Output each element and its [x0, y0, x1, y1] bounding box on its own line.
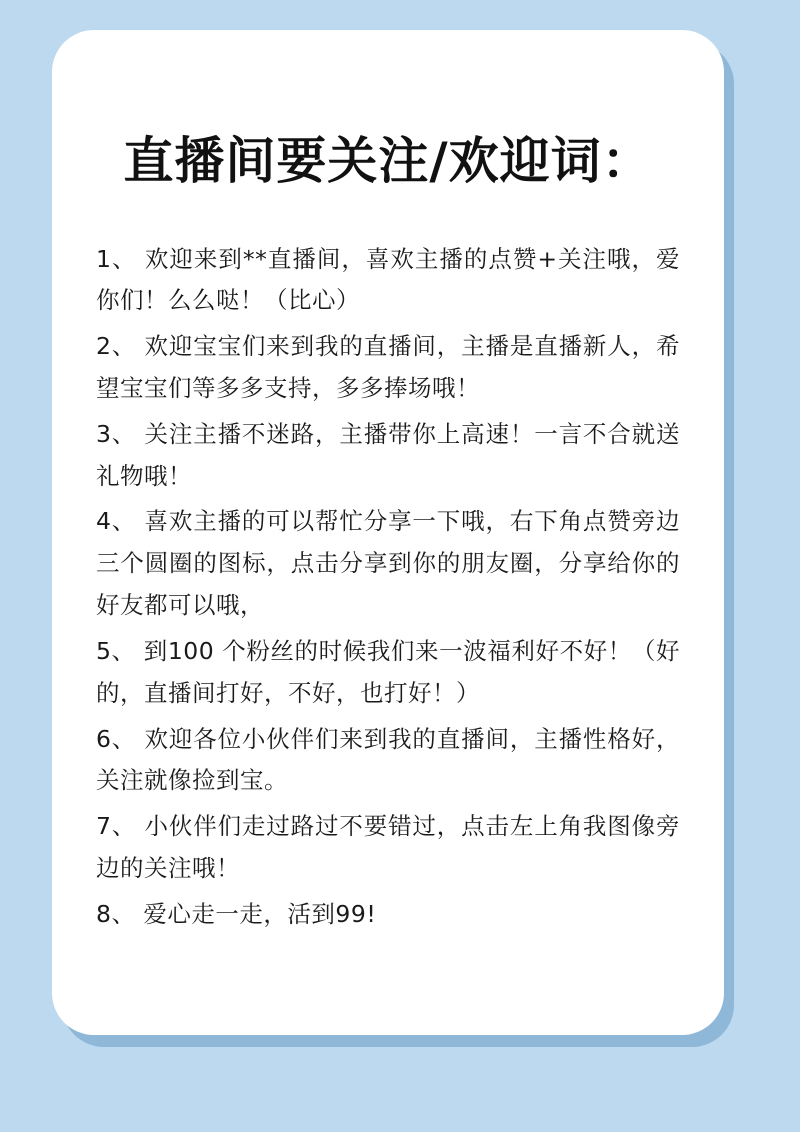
list-item: 5、 到100 个粉丝的时候我们来一波福利好不好！（好的，直播间打好，不好，也打好！）: [96, 636, 680, 707]
content-card: [52, 30, 724, 1035]
list-item: 4、 喜欢主播的可以帮忙分享一下哦，右下角点赞旁边三个圆圈的图标，点击分享到你的朋友圈，分享给你的好友都可以哦，: [96, 507, 680, 620]
list-item: 1、 欢迎来到**直播间，喜欢主播的点赞+关注哦，爱你们！么么哒！（比心）: [96, 244, 680, 315]
list-item: 7、 小伙伴们走过路过不要错过，点击左上角我图像旁边的关注哦！: [96, 812, 680, 883]
list-item: 6、 欢迎各位小伙伴们来到我的直播间，主播性格好，关注就像捡到宝。: [96, 724, 680, 795]
welcome-phrase-list: [96, 239, 680, 936]
list-item: 8、 爱心走一走，活到99!: [96, 899, 377, 928]
list-item: 3、 关注主播不迷路，主播带你上高速！一言不合就送礼物哦！: [96, 419, 680, 490]
page-title: 直播间要关注/欢迎词：: [123, 132, 653, 190]
list-item: 2、 欢迎宝宝们来到我的直播间，主播是直播新人，希望宝宝们等多多支持，多多捧场哦！: [96, 332, 680, 402]
